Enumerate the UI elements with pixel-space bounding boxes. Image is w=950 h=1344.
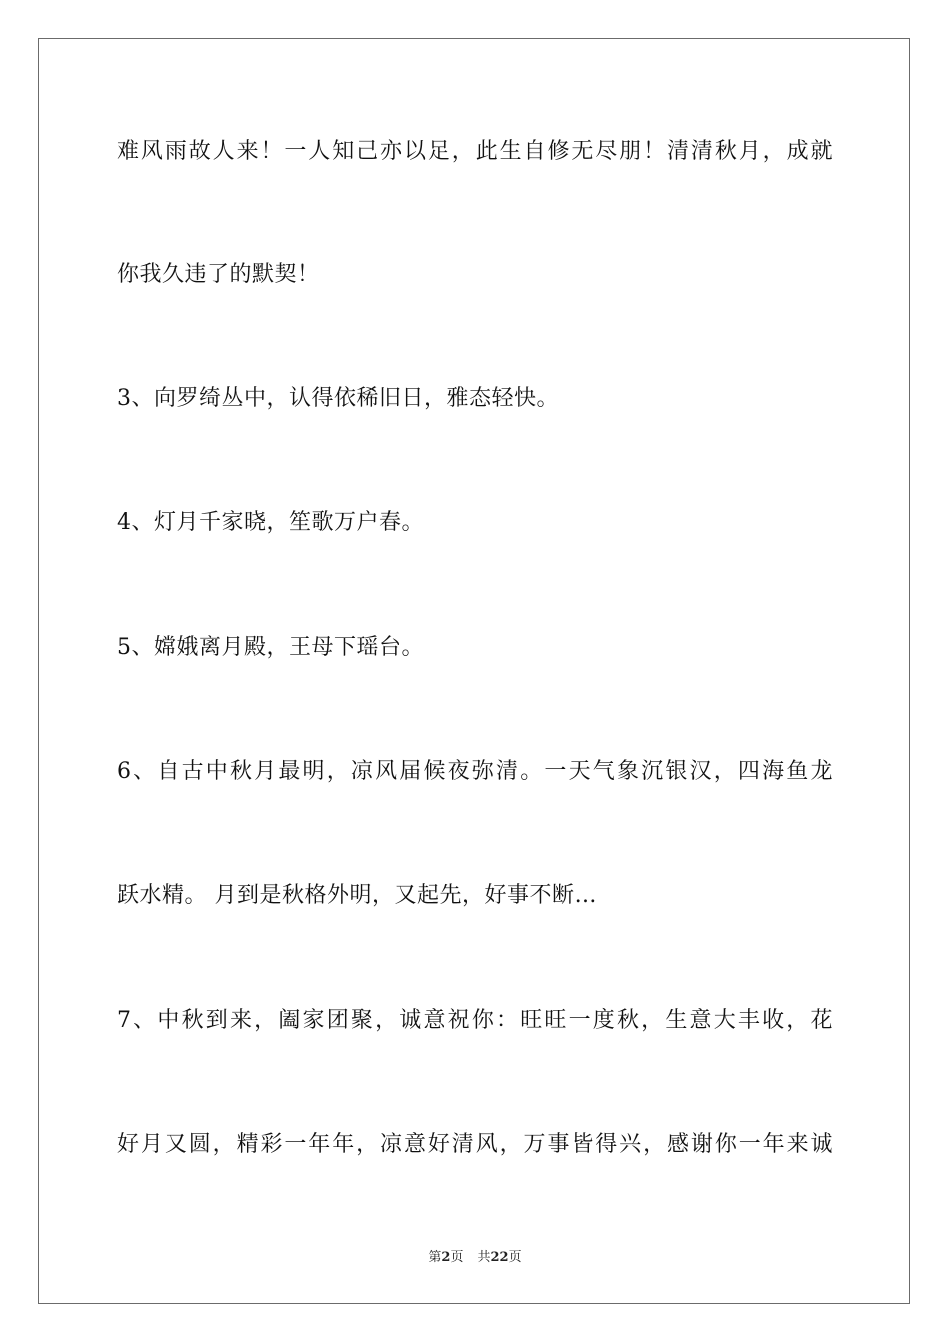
total-suffix: 页 [508,1250,522,1265]
text-line-4: 4、灯月千家晓，笙歌万户春。 [117,510,424,535]
page-border [38,38,910,1304]
text-line-7: 跃水精。 月到是秋格外明，又起先，好事不断… [117,883,597,908]
text-line-3: 3、向罗绮丛中，认得依稀旧日，雅态轻快。 [117,386,559,411]
text-line-8: 7、中秋到来，阖家团聚，诚意祝你：旺旺一度秋，生意大丰收，花 [117,1008,833,1033]
text-line-5: 5、嫦娥离月殿，王母下瑶台。 [117,635,424,660]
page-footer [0,1246,950,1265]
total-page-count: 22 [490,1250,509,1265]
text-line-1: 难风雨故人来！一人知己亦以足，此生自修无尽朋！清清秋月，成就 [117,139,833,164]
text-line-9: 好月又圆，精彩一年年，凉意好清风，万事皆得兴，感谢你一年来诚 [117,1132,833,1157]
text-line-6: 6、自古中秋月最明，凉风届候夜弥清。一天气象沉银汉，四海鱼龙 [117,759,833,784]
current-page-number: 2 [441,1250,451,1265]
total-prefix: 共 [477,1250,491,1265]
page-suffix: 页 [450,1250,464,1265]
page-prefix: 第 [428,1250,442,1265]
text-line-2: 你我久违了的默契！ [117,262,320,287]
